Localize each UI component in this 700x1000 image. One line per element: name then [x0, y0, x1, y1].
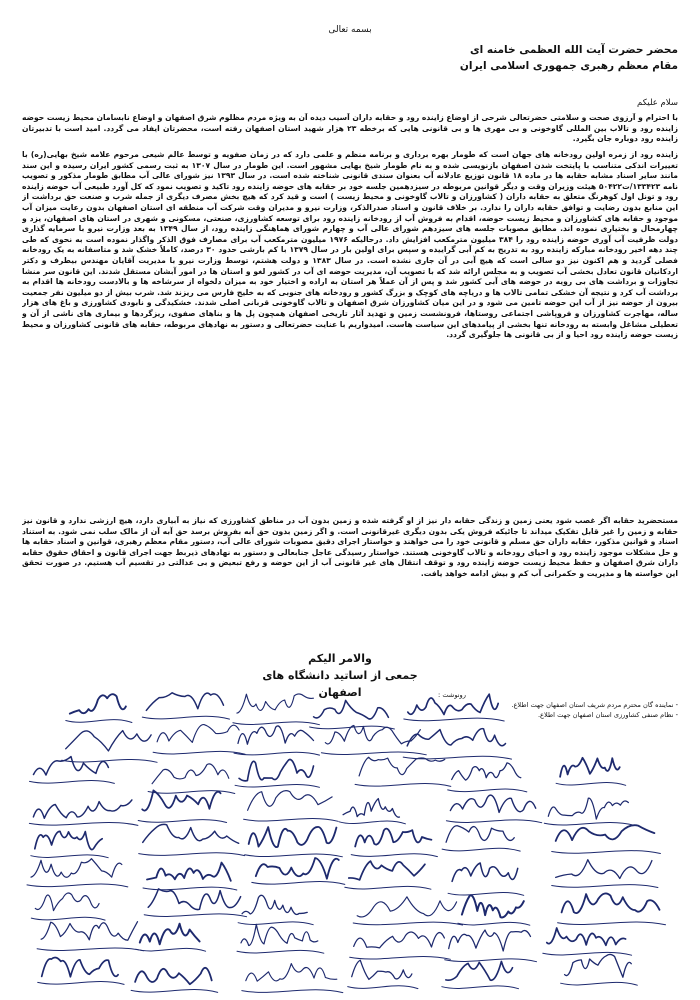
signature-scribble [452, 863, 518, 881]
signature-scribble [41, 922, 137, 941]
signature-scribble [357, 897, 456, 917]
signature-flourish [244, 818, 339, 821]
bismillah-header: بسمه تعالی [328, 25, 372, 35]
signature-scribble [70, 694, 126, 713]
signature-flourish [27, 884, 128, 887]
signature-flourish [442, 986, 519, 989]
signature-flourish [351, 854, 437, 857]
signature-flourish [62, 759, 157, 762]
signature-scribble [135, 968, 212, 984]
signature-flourish [345, 886, 431, 889]
signature-scribble [446, 826, 514, 842]
signature-scribble [35, 893, 99, 911]
signature-flourish [144, 914, 246, 917]
signature-scribble [446, 961, 513, 980]
signature-scribble [407, 729, 505, 746]
signature-scribble [33, 800, 131, 818]
signature-flourish [29, 823, 137, 826]
signature-scribble [242, 895, 307, 914]
signature-flourish [31, 855, 108, 858]
signature-scribble [314, 700, 389, 719]
signature-flourish [445, 959, 537, 962]
signature-scribble [241, 924, 318, 945]
signature-flourish [558, 922, 666, 925]
signature-flourish [543, 952, 632, 955]
signature-scribble [142, 790, 220, 810]
signature-flourish [142, 716, 229, 719]
cc-heading: رونوشت : [438, 691, 466, 699]
signature-flourish [561, 982, 638, 985]
signature-scribble [565, 954, 632, 977]
signature-flourish [544, 822, 634, 825]
signature-scribble [246, 964, 337, 982]
signature-flourish [448, 892, 524, 895]
signature-scribble [152, 764, 229, 784]
signature-flourish [139, 853, 245, 856]
signature-scribble [562, 893, 660, 913]
signature-flourish [136, 948, 206, 951]
closing-salutation: والامر الیکم [308, 652, 372, 665]
signature-flourish [245, 854, 343, 857]
signature-scribble [256, 858, 339, 879]
cc-item: - نماینده گان محترم مردم شریف استان اصفهان جهت اطلاع. [511, 701, 678, 709]
signature-scribble [349, 861, 425, 880]
signature-scribble [352, 960, 412, 979]
signature-flourish [153, 751, 245, 754]
signature-scribble [462, 895, 524, 917]
signature-flourish [143, 887, 237, 890]
signature-flourish [350, 956, 451, 959]
signature-flourish [242, 990, 343, 993]
signature-flourish [458, 922, 530, 925]
body-paragraph-history: زاینده رود از زمره اولین رودخانه های جهان است که طومار بهره برداری و برنامه منظم و علمی دارد که در زمان صفویه و توسط عالم شیعی مرحوم علامه شیخ بهایی(ره) با تغییرات اندکی متناسب با پایتخت شدن اصفهان بازنویسی شده و به نام طومار شیخ بهایی مشهور است. این طومار در سال ۱۳۰۷ به ثبت رسمی کشور ایران رسیده و این سند مانند سایر اسناد مشابه حقابه ها در ماده ۱۸ قانون توزیع عادلانه آب بعنوان سندی قانونی شناخته شده است. در سال ۱۳۹۳ نیز شورای عالی آب مطابق طومار مذکور و تصویب نامه ۱۳۳۴۲۳/ت۵۰۴۲۲ هیئت وزیران وقت و دیگر قوانین مربوطه در سیزدهمین جلسه خود بر حقابه های حوضه زاینده رود تاکید و تصویب نمود که کل آورد طبیعی آب حوضه زاینده رود و تونل اول کوهرنگ متعلق به حقابه داران ( کشاورزان و تالاب گاوخونی و محیط زیست ) است و قید کرد که هیچ بخش مصرف دیگری از جمله شرب و صنعت حق برداشت از این منابع بدون رضایت و توافق حقابه داران را ندارد. بر خلاف قانون و اسناد صدرالذکر، وزارت نیرو و مدیران وقت شرکت آب منطقه ای استان اصفهان بدون رعایت میزان آب موجود و حقابه های کشاورزان و محیط زیست حوضه، اقدام به فروش آب از رودخانه زاینده رود برای توسعه کشاورزی، صنعتی، مسکونی و شهری در استان های اصفهان، یزد و چهارمحال و بختیاری نموده اند. مطابق مصوبات جلسه های سیزدهم شورای عالی آب و چهارم شورای هماهنگی زاینده رود، از سال ۱۳۴۹ به بعد وزارت نیرو با سرمایه گذاری دولت ظرفیت آب آوری حوضه زاینده رود را ۳۸۴ میلیون مترمکعب افزایش داد. درحالیکه ۱۹۷۶ میلیون مترمکعب آب برای مصارف فوق الذکر واگذار نموده است به نحوی که طی چند دهه اخیر رودخانه مبارکه زاینده رود به تدریج به کم آبی گراییده و سپس برای اولین بار در سال ۱۳۷۹ با کم بارشی حدود ۳۰ درصد، کاملاً خشک شد و متاسفانه به یک رودخانه فصلی گردید و هم اکنون نیز دو سالی است که هیچ آبی در آن جاری نشده است. در سال ۱۳۸۳ و دولت هشتم، توسط وزارت نیرو با مدیریت آقایان مهندس بیطرف و دکتر اردکانیان قانون تعادل بخشی آب تصویب و به مجلس ارائه شد که با تصویب آن، مدیریت حوضه ای آب در کشور لغو و استان ها در امور آبشان مستقل شدند. این قانون سر منشا تجاوزات و برداشت های بی رویه در حوضه های آبی کشور شد و پس از آن عملاً هر استان به اراده و اختیار خود به میزان دلخواه از سرشاخه ها و بالادست رودخانه ها اقدام به برداشت آب کرد و نتیجه آن خشکی تمامی تالاب ها و دریاچه های کوچک و بزرگ کشور و رودخانه های جنوبی که به خلیج فارس می ریزند شد. شرب بیش از دو میلیون نفر جمعیت بیرون از حوضه نیز از آب این حوضه تامین می شود و در این میان کشاورزان شرق اصفهان و تالاب گاوخونی قربانی اصلی شدند. خشکیدگی و نابودی کشاورزی و باغ های هزار ساله، مهاجرت کشاورزان و فروپاشی اجتماعی روستاها، فرونشست زمین و تهدید آثار تاریخی اصفهان همچون پل ها و بناهای صفوی، ریزگردها و بیماری های ناشی از آن و تعطیلی مشاغل وابسته به رودخانه تنها بخشی از پیامدهای این سیاست هاست. امیدواریم با عنایت حضرتعالی و دستور به نهادهای مربوطه، حقابه های قانونی کشاورزان و محیط زیست حوضه زاینده رود احیا و از بی قانونی ها جلوگیری گردد. [22, 150, 678, 340]
addressee-line-1: محضر حضرت آیت الله العظمی خامنه ای [470, 44, 678, 56]
signature-flourish [131, 990, 218, 993]
signature-flourish [38, 982, 124, 985]
signature-scribble [343, 799, 399, 818]
handwritten-signatures [0, 680, 700, 1000]
cc-item: - نظام صنفی کشاورزی استان اصفهان جهت اطلاع. [537, 711, 678, 719]
signature-flourish [321, 752, 426, 755]
signature-scribble [35, 831, 102, 849]
greeting: سلام علیکم [637, 98, 678, 108]
closing-signatory: جمعی از اساتید دانشگاه های اصفهان [262, 669, 418, 699]
signature-flourish [30, 781, 115, 784]
signature-scribble [148, 889, 240, 910]
body-paragraph-intro: با احترام و آرزوی صحت و سلامتی حضرتعالی شرحی از اوضاع زاینده رود و حقابه داران آسیب دیده آن به ویژه مردم مظلوم شرق اصفهان و اوضاع نابسامان محیط زیست حوضه زاینده رود و تالاب بین المللی گاوخونی و بی مهری ها و بی قانونی هایی که برخطه ۲۳ هزار شهید استان اصفهان رفته است، محضرتان ایفاد می گردد. امید است با تدبیرتان زاینده رود دوباره جان بگیرد. [22, 113, 678, 143]
signature-flourish [556, 782, 626, 785]
signature-scribble [146, 693, 223, 711]
signature-scribble [449, 930, 531, 951]
signature-flourish [355, 784, 451, 787]
signature-scribble [560, 758, 620, 777]
signature-scribble [450, 795, 535, 812]
signature-scribble [42, 957, 118, 976]
signature-flourish [31, 917, 105, 920]
addressee-line-2: مقام معظم رهبری جمهوری اسلامی ایران [459, 60, 678, 72]
signature-flourish [37, 948, 143, 951]
signature-scribble [556, 825, 655, 841]
signature-scribble [248, 791, 333, 811]
signature-scribble [354, 932, 445, 948]
signature-scribble [66, 731, 151, 751]
signature-scribble [140, 924, 200, 945]
signature-flourish [339, 821, 405, 824]
signature-flourish [353, 922, 462, 925]
signature-flourish [234, 752, 320, 755]
signature-scribble [147, 863, 231, 881]
signature-flourish [404, 718, 504, 721]
signature-scribble [34, 757, 109, 775]
signature-scribble [31, 859, 122, 878]
signature-scribble [556, 860, 652, 879]
signature-scribble [408, 694, 498, 714]
signature-scribble [157, 725, 239, 743]
signature-flourish [148, 791, 235, 794]
signature-scribble [143, 824, 239, 843]
signature-scribble [355, 829, 431, 847]
body-paragraph-request: مستحضرید حقابه اگر غصب شود یعنی زمین و زندگی حقابه دار نیز از او گرفته شده و زمین بدون آب در مناطق کشاورزی که نیاز به آبیاری دارد، هیچ ارزشی ندارد و قانون نیز حقابه و زمین را غیر قابل تفکیک میداند تا جائیکه فروش یکی بدون دیگری غیرقانونی است. و اگر زمین بدون حق آبه بفروش برسد حق آبه آن از مالک سلب نمی شود. به استناد اسناد و قوانین مذکور، حقابه داران حق مسلم و قانونی خود را می خواهند و خواستار اجرای دقیق مصوبات شورای عالی آب، دستور مقام معظم رهبری، قوانین و اسناد حقابه ها و حل مشکلات موجود زاینده رود و احیای رودخانه و تالاب گاوخونی هستند. خواستار رسیدگی عاجل جنابعالی و دستور به نهادهای ذیربط جهت اجرای قانون و احقاق حقوق حقابه داران شرق اصفهان و حفظ محیط زیست حوضه زاینده رود و توقف انتقال های غیر قانونی آب از این حوضه و رفع تبعیض و بی عدالتی در تقسیم آب هستیم. در صورت تحقق این خواسته ها و مدیریت و حکمرانی آب کم و بیش ادامه خواهد یافت. [22, 516, 678, 578]
signature-scribble [359, 757, 445, 776]
signature-flourish [446, 820, 541, 823]
signature-scribble [239, 760, 313, 781]
signature-flourish [235, 784, 319, 787]
signature-flourish [238, 922, 313, 925]
signature-flourish [552, 885, 658, 888]
signature-scribble [547, 928, 626, 945]
signature-flourish [233, 722, 320, 725]
signature-flourish [448, 789, 527, 792]
signature-flourish [237, 950, 324, 953]
signature-scribble [548, 798, 628, 819]
signature-flourish [348, 986, 418, 989]
signature-scribble [237, 694, 314, 713]
signature-flourish [552, 851, 661, 854]
signature-flourish [442, 848, 520, 851]
addressee-block [258, 42, 678, 74]
signature-scribble [249, 827, 337, 847]
signature-scribble [238, 726, 314, 744]
signature-scribble [452, 763, 521, 780]
signature-flourish [252, 882, 345, 885]
signature-flourish [138, 820, 226, 823]
signature-flourish [66, 720, 132, 723]
